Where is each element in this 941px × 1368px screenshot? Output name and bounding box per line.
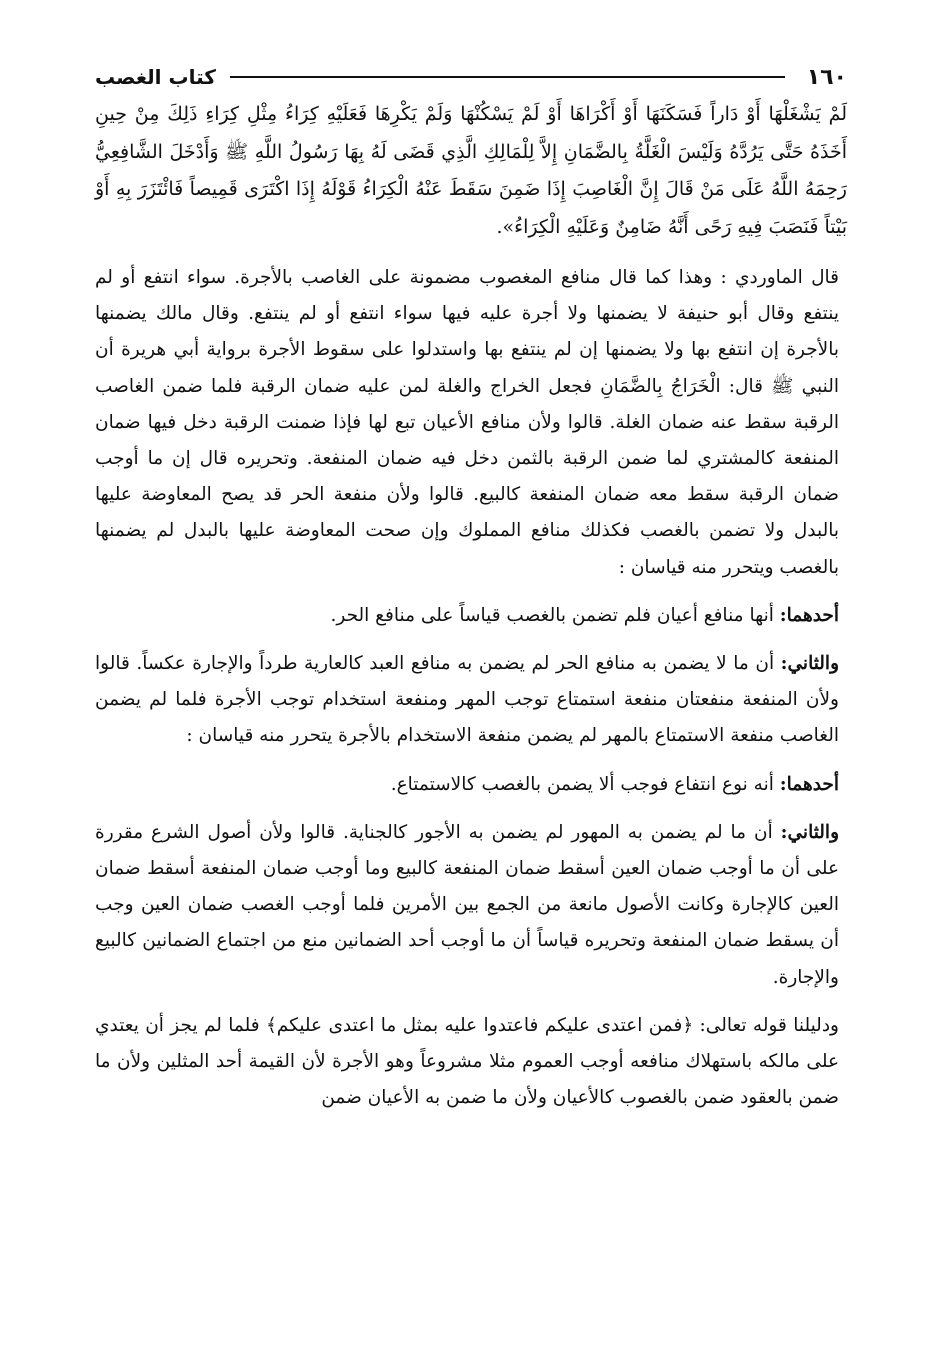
page-number: ١٦٠ xyxy=(806,64,847,90)
running-header xyxy=(95,60,847,94)
paragraph-lead: والثاني: xyxy=(780,653,839,675)
paragraph-text: أن ما لم يضمن به المهور لم يضمن به الأجور كالجناية. قالوا ولأن أصول الشرع مقررة على أن ما أوجب ضمان العين أسقط ضمان المنفعة كالبيع وما أوجب ضمان المنفعة أسقط ضمان العين كالإجارة وكانت الأصول مانعة من الجمع بين الأمرين فلما أوجب الغصب ضمان العين وجب أن يسقط ضمان المنفعة وتحريره قياساً أن ما أوجب أحد الضمانين منع من اجتماع الضمانين كالبيع والإجارة. xyxy=(95,821,839,988)
paragraph-lead: والثاني: xyxy=(780,821,839,843)
body-paragraph xyxy=(95,646,847,755)
body-paragraph xyxy=(95,598,847,634)
page xyxy=(95,60,847,1116)
body-paragraph xyxy=(95,260,847,586)
paragraph-text: أنها منافع أعيان فلم تضمن بالغصب قياساً على منافع الحر. xyxy=(330,604,780,626)
paragraph-text: ودليلنا قوله تعالى: ﴿فمن اعتدى عليكم فاعتدوا عليه بمثل ما اعتدى عليكم﴾ فلما لم يجز أن يعتدي على مالكه باستهلاك منافعه أوجب العموم مثلا مشروعاً وهو الأجرة لأن القيمة أحد المثلين ولأن ما ضمن بالعقود ضمن بالغصوب كالأعيان ولأن ما ضمن به الأعيان ضمن xyxy=(95,1014,839,1109)
paragraph-text: لَمْ يَشْغَلْهَا أَوْ دَاراً فَسَكَنَهَا أَوْ أَكْرَاهَا أَوْ لَمْ يَسْكُنْهَا وَلَمْ يَكْرِهَا فَعَلَيْهِ كِرَاءُ مِثْلِ كِرَاءِ ذَلِكَ مِنْ حِينِ أَخَذَهُ حَتَّى يَرُدَّهُ وَلَيْسَ الْغَلَّةُ بِالضَّمَانِ إِلاَّ لِلْمَالِكِ الَّذِي قَضَى لَهُ بِهَا رَسُولُ اللَّهِ ﷺ وَأَدْخَلَ الشَّافِعِيُّ رَحِمَهُ اللَّهُ عَلَى مَنْ قَالَ إِنَّ الْغَاصِبَ إِذَا ضَمِنَ سَقَطَ عَنْهُ الْكِرَاءُ قَوْلَهُ إِذَا اكْتَرَى قَمِيصاً فَائْتَزَرَ بِهِ أَوْ بَيْتاً فَنَصَبَ فِيهِ رَحًى أَنَّهُ ضَامِنٌ وَعَلَيْهِ الْكِرَاءُ». xyxy=(95,103,847,238)
paragraph-text: أنه نوع انتفاع فوجب ألا يضمن بالغصب كالاستمتاع. xyxy=(390,773,780,795)
paragraph-lead: أحدهما: xyxy=(779,773,839,795)
body-paragraph xyxy=(95,815,847,996)
book-title: كتاب الغصب xyxy=(95,65,216,89)
paragraph-text: قال الماوردي : وهذا كما قال منافع المغصوب مضمونة على الغاصب بالأجرة. سواء انتفع أو لم ينتفع وقال أبو حنيفة لا يضمنها ولا أجرة عليه فيها سواء انتفع أو لم ينتفع. وقال مالك يضمنها بالأجرة إن انتفع بها ولا يضمنها إن لم ينتفع بها واستدلوا على سقوط الأجرة برواية أبي هريرة أن النبي ﷺ قال: الْخَرَاجُ بِالضَّمَانِ فجعل الخراج والغلة لمن عليه ضمان الرقبة فلما ضمن الغاصب الرقبة سقط عنه ضمان الغلة. قالوا ولأن منافع الأعيان تبع لها فإذا ضمنت الرقبة دخل فيها ضمان المنفعة كالمشتري لما ضمن الرقبة بالثمن دخل فيه ضمان المنفعة. وتحريره قال إن ما أوجب ضمان الرقبة سقط معه ضمان المنفعة كالبيع. قالوا ولأن منفعة الحر قد يصح المعاوضة عليها بالبدل ولا تضمن بالغصب فكذلك منافع المملوك وإن صحت المعاوضة عليها بالبدل لم يضمنها بالغصب ويتحرر منه قياسان : xyxy=(95,267,839,578)
body-paragraph xyxy=(95,767,847,803)
body-paragraph xyxy=(95,1008,847,1117)
header-rule xyxy=(230,76,785,78)
hadith-quote-paragraph xyxy=(95,96,847,246)
paragraph-lead: أحدهما: xyxy=(779,604,839,626)
paragraph-text: أن ما لا يضمن به منافع الحر لم يضمن به منافع العبد كالعارية طرداً والإجارة عكساً. قالوا ولأن المنفعة منفعتان منفعة استمتاع توجب المهر ومنفعة استخدام توجب الأجرة فلما لم يضمن الغاصب منفعة الاستمتاع بالمهر لم يضمن منفعة الاستخدام بالأجرة يتحرر منه قياسان : xyxy=(95,653,839,747)
